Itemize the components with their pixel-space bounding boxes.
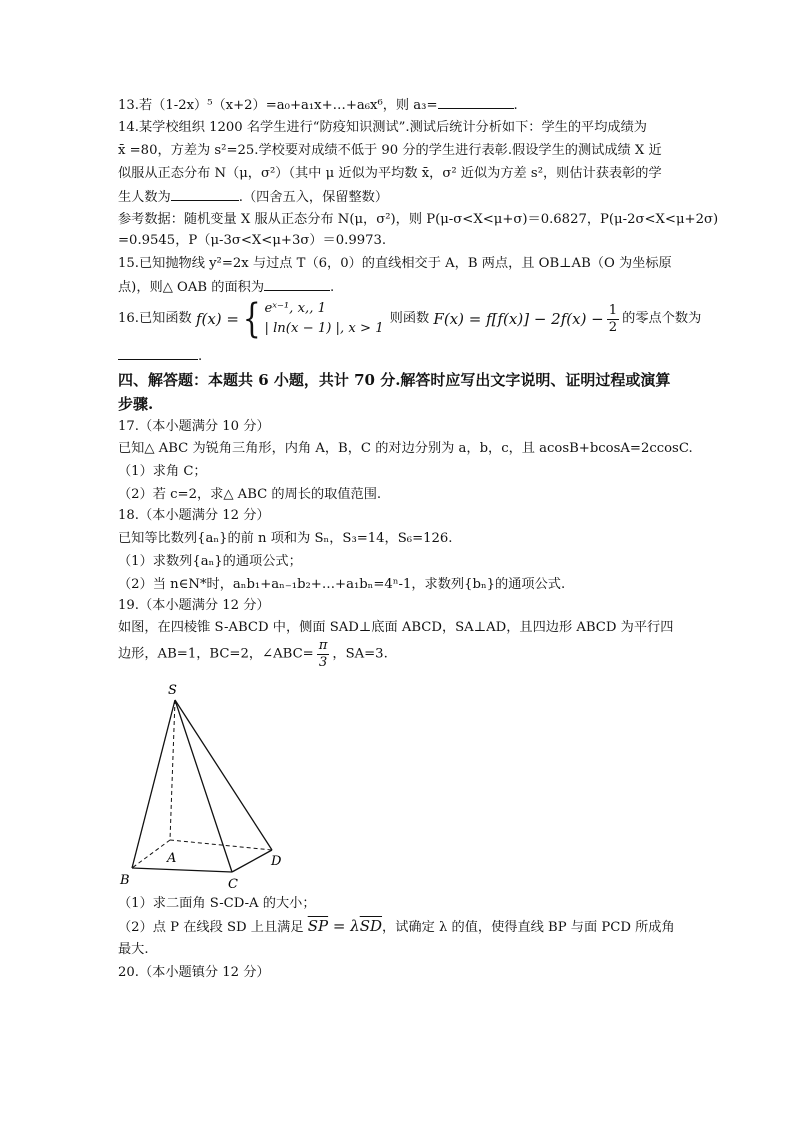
q16-brace: { [242,296,261,342]
pyramid-figure [110,678,310,893]
q16-answer-blank [118,347,198,360]
q18-head: 18.（本小题满分 12 分） [118,508,270,523]
label-D: D [271,854,282,869]
q19-line-2-text: 边形，AB=1，BC=2，∠ABC= [118,646,314,662]
q17-part-2: （2）若 c=2，求△ ABC 的周长的取值范围. [118,487,382,502]
q16-half-den: 2 [608,319,618,335]
q19-part-2-rest: ，试确定 λ 的值，使得直线 BP 与面 PCD 所成角 [382,920,675,935]
edge-SA [170,700,175,840]
q20-head: 20.（本小题镇分 12 分） [118,965,270,980]
edge-AD [170,840,272,850]
q14-line-2: x̄ =80，方差为 s²=25.学校要对成绩不低于 90 分的学生进行表彰.假设学生的测试成绩 X 近 [118,143,662,158]
q17-part-1: （1）求角 C； [118,464,207,479]
q15-answer-blank [264,278,330,291]
q14-line-5: 参考数据：随机变量 X 服从正态分布 N(μ，σ²)，则 P(μ-σ<X<μ+σ)＝0.6827，P(μ-2σ<X<μ+2σ) [118,212,719,227]
edge-SC [175,700,232,872]
q19-line-2 [118,638,388,678]
q17-head: 17.（本小题满分 10 分） [118,419,270,434]
q18-part-1: （1）求数列{aₙ}的通项公式； [118,554,302,569]
q19-part-1: （1）求二面角 S-CD-A 的大小； [118,896,316,911]
edge-BC [132,868,232,872]
q16-fx: f(x) = [195,310,239,328]
vector-SP: $\overline{SP}$ [307,917,329,935]
q15-line-2-end: . [330,280,335,295]
q16-line [118,296,702,343]
q14-line-4-text: 生人数为 [118,190,171,205]
q16-prefix: 16.已知函数 [118,311,192,326]
edge-SB [132,700,175,868]
q15-line-2-text: 点)，则△ OAB 的面积为 [118,280,265,295]
section4-heading-2: 步骤. [118,395,154,413]
label-A: A [167,851,177,866]
q15-line-2 [118,278,334,297]
q19-line-1: 如图，在四棱锥 S-ABCD 中，侧面 SAD⊥底面 ABCD，SA⊥AD，且四边形 ABCD 为平行四 [118,620,674,635]
q16-mid: 则函数 [389,311,430,326]
q14-line-4-end: .（四舍五入，保留整数） [238,190,389,205]
q16-line-2 [118,347,202,366]
q14-line-1: 14.某学校组织 1200 名学生进行“防疫知识测试”.测试后统计分析如下：学生的平均成绩为 [118,120,647,135]
edge-SD [175,700,272,850]
q18-line-1: 已知等比数列{aₙ}的前 n 项和为 Sₙ，S₃=14，S₆=126. [118,531,453,546]
q16-Fx: F(x) = f[f(x)] − 2f(x) − [433,310,604,328]
q19-head: 19.（本小题满分 12 分） [118,598,270,613]
q16-half-num: 1 [608,302,618,318]
q14-answer-blank [171,188,239,201]
q19-part-2 [118,917,675,937]
q13-text: 13.若（1-2x）⁵（x+2）=a₀+a₁x+…+a₆x⁶，则 a₃= [118,98,438,113]
q16-half-fraction [607,303,619,336]
q13-answer-blank [438,96,514,109]
section4-heading-1: 四、解答题：本题共 6 小题，共计 70 分.解答时应写出文字说明、证明过程或演算 [118,371,671,389]
q14-line-6: =0.9545，P（μ-3σ<X<μ+3σ）＝0.9973. [118,233,387,248]
q14-line-3: 似服从正态分布 N（μ，σ²）（其中 μ 近似为平均数 x̄，σ² 近似为方差 s²，则估计获表彰的学 [118,166,662,181]
q16-post: 的零点个数为 [622,311,702,326]
q19-line-2-end: ，SA=3. [332,646,388,662]
q19-pi-num: π [318,638,328,653]
q16-cases [264,299,383,339]
label-B: B [120,873,130,888]
label-S: S [168,683,177,698]
q13-line [118,96,518,115]
label-C: C [228,877,238,892]
q15-line-1: 15.已知抛物线 y²=2x 与过点 T（6，0）的直线相交于 A，B 两点，且 OB⊥AB（O 为坐标原 [118,256,672,271]
q14-line-4 [118,188,388,207]
q17-line-1: 已知△ ABC 为锐角三角形，内角 A，B，C 的对边分别为 a，b，c，且 acosB+bcosA=2ccosC. [118,441,693,456]
q16-case-2: | ln(x − 1) |, x > 1 [264,321,384,336]
vector-SD: $\overline{SD}$ [359,917,383,935]
q19-part-2-text: （2）点 P 在线段 SD 上且满足 [118,920,304,935]
q13-end: . [513,98,518,113]
q19-pi-den: 3 [318,655,328,670]
q16-case-1: eˣ⁻¹, x,, 1 [264,301,326,316]
edge-CD [232,850,272,872]
q18-part-2: （2）当 n∈N*时，aₙb₁+aₙ₋₁b₂+…+a₁bₙ=4ⁿ-1，求数列{bₙ}的通项公式. [118,577,566,592]
q16-end: . [198,349,203,364]
q19-pi-fraction [317,638,330,671]
q19-equals-lambda: = λ [328,917,360,935]
q19-part-2-end: 最大. [118,942,149,957]
